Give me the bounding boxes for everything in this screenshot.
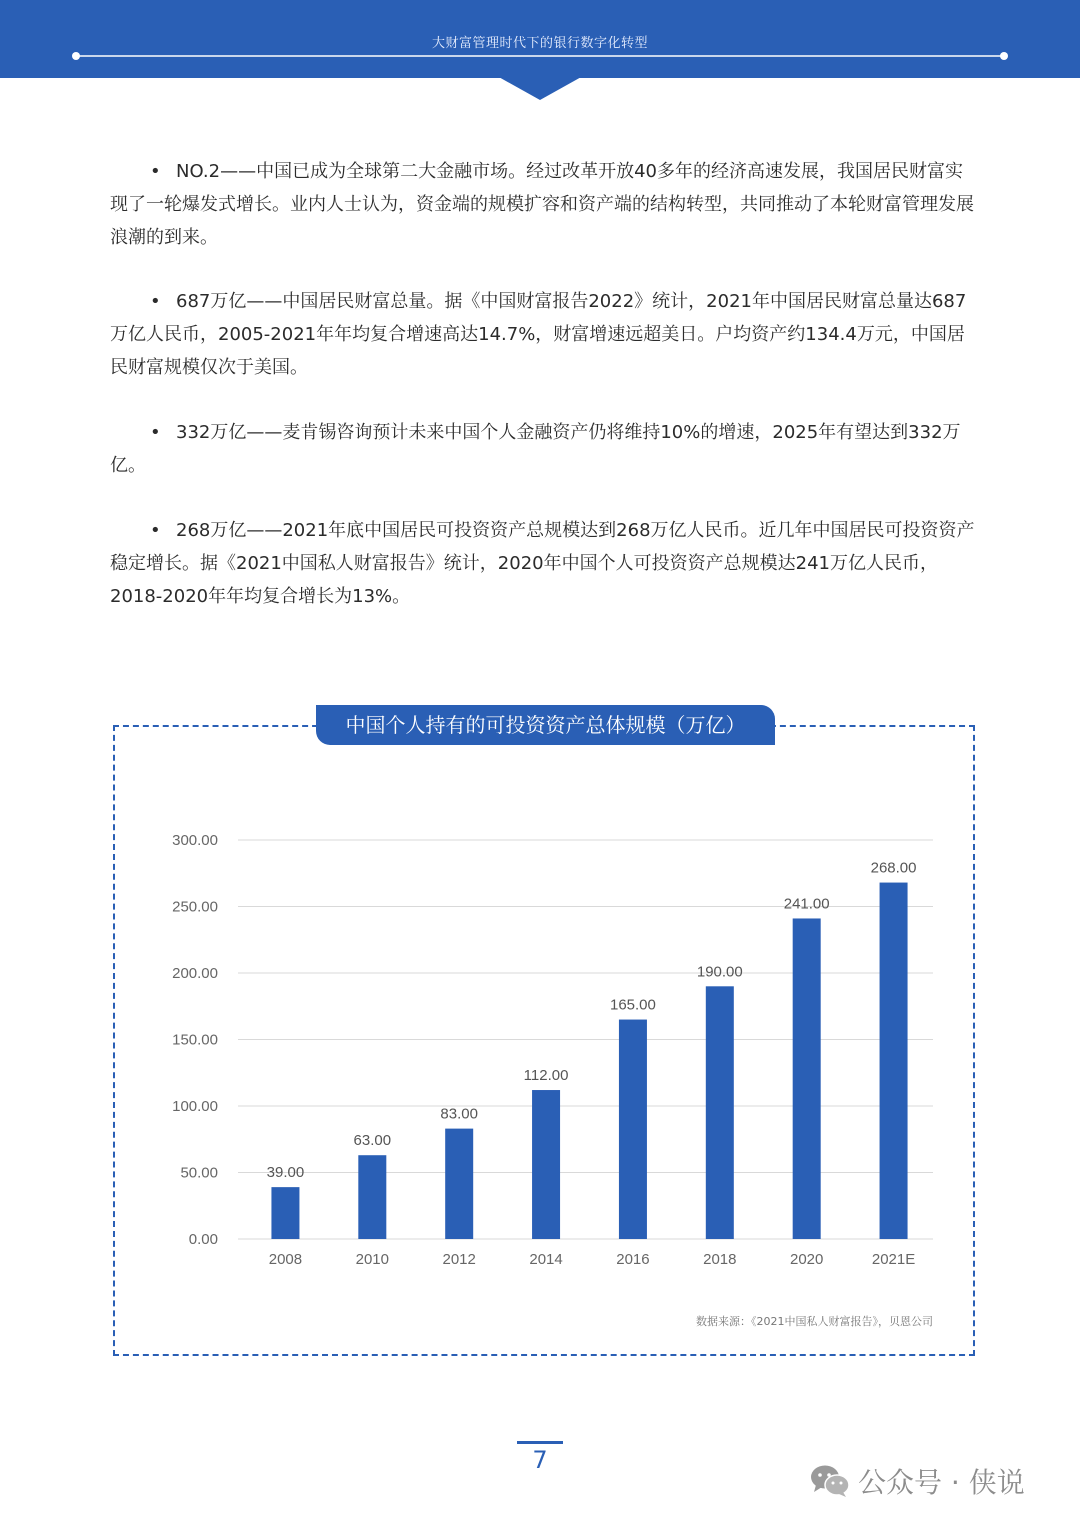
- bar-value-label: 63.00: [353, 1132, 392, 1150]
- paragraph-text: NO.2——中国已成为全球第二大金融市场。经过改革开放40多年的经济高速发展，我国居民财富实现了一轮爆发式增长。业内人士认为，资金端的规模扩容和资产端的结构转型，共同推动了本轮财富管理发展浪潮的到来。: [110, 161, 974, 248]
- bar: [619, 1020, 647, 1239]
- paragraph-268: [110, 514, 976, 613]
- paragraph-no2: [110, 155, 976, 254]
- chart-title: 中国个人持有的可投资资产总体规模（万亿）: [316, 705, 775, 745]
- bar: [793, 918, 821, 1239]
- bar: [358, 1155, 386, 1239]
- x-tick-label: 2020: [790, 1251, 824, 1268]
- header-rule: [70, 49, 1010, 63]
- page-number-rule: [517, 1441, 563, 1444]
- bar: [880, 883, 908, 1239]
- watermark-text: 公众号 · 侠说: [858, 1466, 1025, 1499]
- wechat-icon: [810, 1464, 850, 1498]
- paragraph-text: 268万亿——2021年底中国居民可投资资产总规模达到268万亿人民币。近几年中国居民可投资资产稳定增长。据《2021中国私人财富报告》统计，2020年中国个人可投资资产总规模达241万亿人民币，2018-2020年年均复合增长为13%。: [110, 520, 975, 607]
- header-title: 大财富管理时代下的银行数字化转型: [431, 36, 648, 51]
- bar-value-label: 112.00: [523, 1067, 569, 1085]
- bar: [445, 1129, 473, 1239]
- bar-value-label: 83.00: [440, 1105, 478, 1123]
- source-note: 数据来源：《2021中国私人财富报告》，贝恩公司: [696, 1315, 933, 1328]
- bar-value-label: 190.00: [696, 963, 743, 981]
- paragraph-text: 332万亿——麦肯锡咨询预计未来中国个人金融资产仍将维持10%的增速，2025年有望达到332万亿。: [110, 422, 961, 476]
- bar-value-label: 39.00: [266, 1164, 305, 1182]
- page-number: 7: [532, 1446, 548, 1474]
- x-tick-label: 2018: [703, 1251, 737, 1268]
- bullet: •: [150, 520, 161, 541]
- y-tick-label: 300.00: [172, 832, 218, 849]
- paragraph-text: 687万亿——中国居民财富总量。据《中国财富报告2022》统计，2021年中国居民财富总量达687万亿人民币，2005-2021年年均复合增速高达14.7%，财富增速远超美日。户均资产约134.4万元，中国居民财富规模仅次于美国。: [110, 291, 967, 378]
- bar-value-label: 165.00: [609, 996, 656, 1014]
- bullet: •: [150, 422, 161, 443]
- x-tick-label: 2021E: [871, 1251, 916, 1268]
- bar-chart: [113, 725, 975, 1356]
- bar-value-label: 268.00: [870, 859, 917, 877]
- paragraph-332: [110, 416, 976, 482]
- x-tick-label: 2016: [616, 1251, 650, 1268]
- x-tick-label: 2012: [442, 1251, 476, 1268]
- bar: [706, 986, 734, 1239]
- bullet: •: [150, 161, 161, 182]
- y-tick-label: 100.00: [172, 1098, 218, 1115]
- bullet: •: [150, 291, 161, 312]
- paragraph-687: [110, 285, 976, 384]
- bar: [271, 1187, 299, 1239]
- x-tick-label: 2008: [268, 1251, 303, 1268]
- y-tick-label: 250.00: [172, 898, 218, 916]
- y-tick-label: 200.00: [172, 965, 218, 982]
- x-tick-label: 2014: [529, 1251, 563, 1268]
- y-tick-label: 0.00: [188, 1231, 218, 1248]
- watermark: [810, 1461, 1025, 1501]
- header-notch: [0, 76, 1080, 102]
- x-tick-label: 2010: [355, 1251, 389, 1268]
- y-tick-label: 50.00: [180, 1164, 218, 1182]
- y-tick-label: 150.00: [172, 1031, 218, 1049]
- bar: [532, 1090, 560, 1239]
- bar-value-label: 241.00: [783, 895, 830, 913]
